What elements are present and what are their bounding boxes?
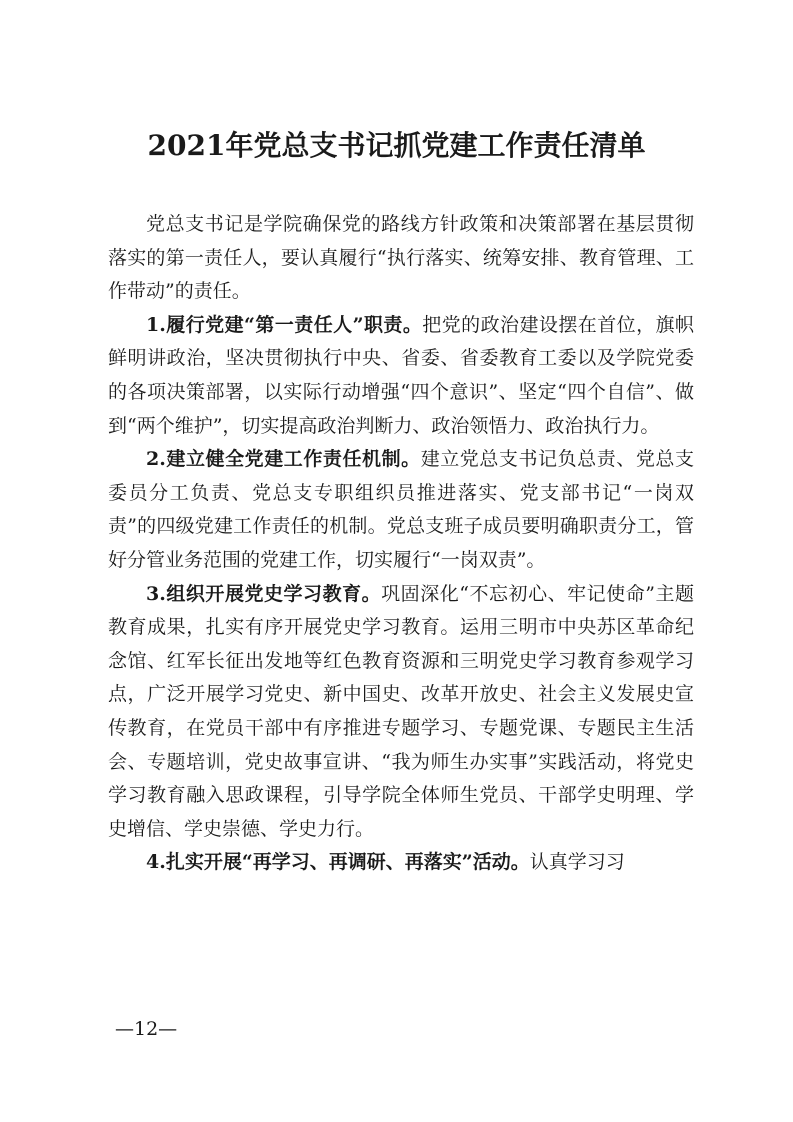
paragraph-text: 认真学习习	[529, 851, 625, 874]
document-title: 2021年党总支书记抓党建工作责任清单	[147, 129, 646, 162]
item-paragraph-4	[108, 846, 694, 880]
item-paragraph-2	[108, 443, 694, 577]
paragraph-text: 建立党总支书记负总责、党总支委员分工负责、党总支专职组织员推进落实、党支部书记“一岗双责”的四级党建工作责任的机制。党总支班子成员要明确职责分工，管好分管业务范围的党建工作，切实履行“一岗双责”。	[108, 448, 694, 571]
paragraph-text: 巩固深化“不忘初心、牢记使命”主题教育成果，扎实有序开展党史学习教育。运用三明市中央苏区革命纪念馆、红军长征出发地等红色教育资源和三明党史学习教育参观学习点，广泛开展学习党史、新中国史、改革开放史、社会主义发展史宣传教育，在党员干部中有序推进专题学习、专题党课、专题民主生活会、专题培训，党史故事宣讲、“我为师生办实事”实践活动，将党史学习教育融入思政课程，引导学院全体师生党员、干部学史明理、学史增信、学史崇德、学史力行。	[108, 582, 694, 840]
intro-paragraph	[108, 208, 694, 309]
paragraph-heading: 3.组织开展党史学习教育。	[146, 582, 382, 605]
paragraph-heading: 1.履行党建“第一责任人”职责。	[146, 313, 423, 336]
page-number: —12—	[115, 1018, 178, 1040]
paragraph-text: 党总支书记是学院确保党的路线方针政策和决策部署在基层贯彻落实的第一责任人，要认真履行“执行落实、统筹安排、教育管理、工作带动”的责任。	[108, 213, 694, 303]
paragraph-heading: 2.建立健全党建工作责任机制。	[146, 448, 421, 471]
paragraph-text: 把党的政治建设摆在首位，旗帜鲜明讲政治，坚决贯彻执行中央、省委、省委教育工委以及学院党委的各项决策部署，以实际行动增强“四个意识”、坚定“四个自信”、做到“两个维护”，切实提高政治判断力、政治领悟力、政治执行力。	[108, 313, 694, 437]
paragraph-heading: 4.扎实开展“再学习、再调研、再落实”活动。	[146, 851, 530, 874]
document-body	[108, 208, 694, 880]
item-paragraph-3	[108, 578, 694, 847]
item-paragraph-1	[108, 309, 694, 443]
